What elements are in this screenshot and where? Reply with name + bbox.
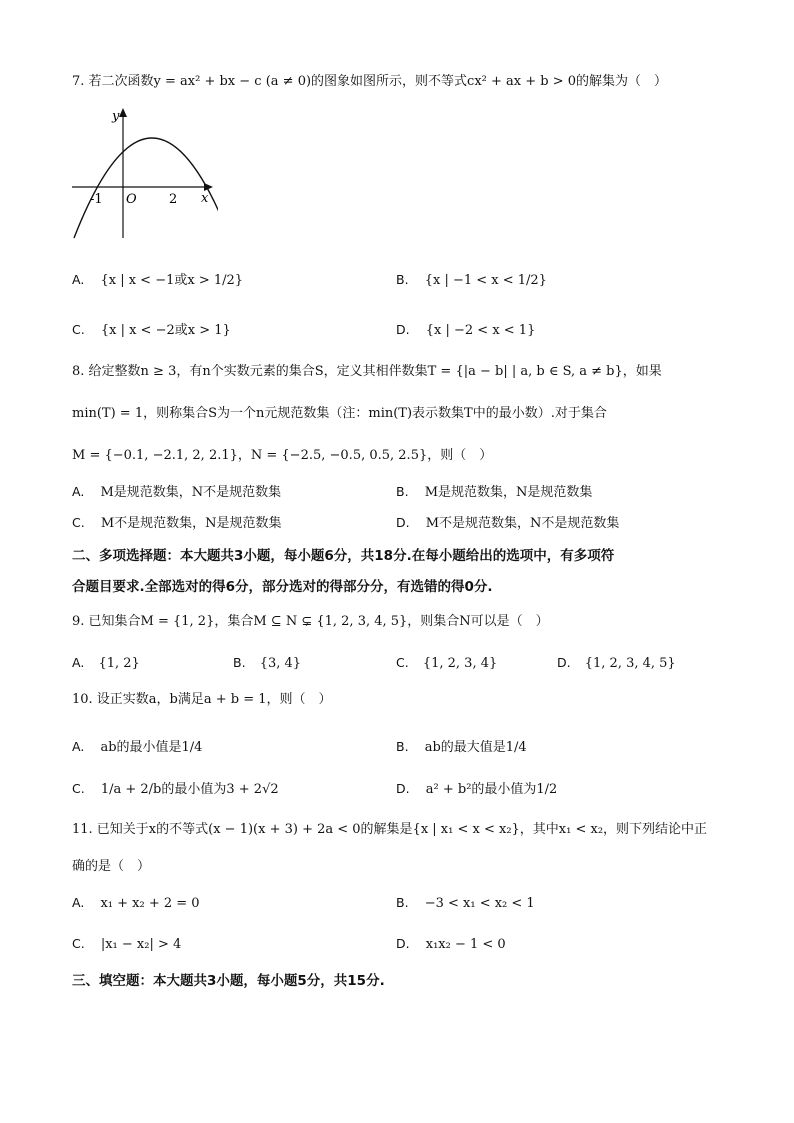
q8-option-c-text: M不是规范数集，N是规范数集	[100, 516, 282, 531]
q7-option-b-label: B.	[396, 272, 409, 287]
q8-option-b	[396, 482, 592, 503]
q10-option-c	[72, 779, 279, 800]
q7-option-b	[396, 270, 547, 291]
q9-option-a-text: {1, 2}	[98, 656, 140, 671]
q10-option-a	[72, 737, 202, 758]
q11-line-1: 11. 已知关于x的不等式(x − 1)(x + 3) + 2a < 0的解集是{x | x₁ < x < x₂}，其中x₁ < x₂，则下列结论中正	[72, 822, 708, 837]
q10-option-d	[396, 779, 557, 800]
q8-option-a-label: A.	[72, 484, 85, 499]
q10-option-b-text: ab的最大值是1/4	[424, 740, 527, 755]
q8-option-c-label: C.	[72, 515, 85, 530]
q7-option-a-label: A.	[72, 272, 85, 287]
q7-parabola-graph	[68, 104, 218, 244]
q7-option-a	[72, 270, 243, 291]
q11-option-c-label: C.	[72, 936, 85, 951]
q11-option-b-label: B.	[396, 895, 409, 910]
q9-option-d-text: {1, 2, 3, 4, 5}	[584, 656, 676, 671]
q9-option-c-text: {1, 2, 3, 4}	[422, 656, 498, 671]
q9-option-a	[72, 653, 140, 674]
q7-option-d-text: {x | −2 < x < 1}	[425, 323, 536, 338]
q11-option-d-label: D.	[396, 936, 410, 951]
q11-option-a-text: x₁ + x₂ + 2 = 0	[100, 896, 200, 911]
q11-option-b-text: −3 < x₁ < x₂ < 1	[424, 896, 535, 911]
q8-option-a-text: M是规范数集，N不是规范数集	[100, 485, 282, 500]
q8-line-3: M = {−0.1, −2.1, 2, 2.1}，N = {−2.5, −0.5, 0.5, 2.5}，则（ ）	[72, 448, 493, 463]
q9-stem: 9. 已知集合M = {1, 2}，集合M ⊆ N ⊊ {1, 2, 3, 4, 5}，则集合N可以是（ ）	[72, 614, 549, 629]
q9-option-b-label: B.	[233, 655, 246, 670]
q7-option-d-label: D.	[396, 322, 410, 337]
q7-option-b-text: {x | −1 < x < 1/2}	[424, 273, 547, 288]
q10-option-d-label: D.	[396, 781, 410, 796]
q9-option-d-label: D.	[557, 655, 571, 670]
q9-option-b	[233, 653, 301, 674]
tick-label-neg1: -1	[90, 192, 103, 207]
q10-option-c-text: 1/a + 2/b的最小值为3 + 2√2	[100, 782, 279, 797]
q8-option-d-label: D.	[396, 515, 410, 530]
q7-option-c-text: {x | x < −2或x > 1}	[100, 323, 231, 338]
q7-stem: 7. 若二次函数y = ax² + bx − c (a ≠ 0)的图象如图所示，则不等式cx² + ax + b > 0的解集为（ ）	[72, 74, 668, 89]
q7-option-a-text: {x | x < −1或x > 1/2}	[100, 273, 244, 288]
q9-option-c	[396, 653, 497, 674]
q8-line-1: 8. 给定整数n ≥ 3，有n个实数元素的集合S，定义其相伴数集T = {|a − b| | a, b ∈ S, a ≠ b}，如果	[72, 364, 662, 379]
parabola-curve	[74, 138, 218, 238]
origin-label: O	[126, 192, 137, 207]
q7-option-d	[396, 320, 535, 341]
q11-line-2: 确的是（ ）	[72, 859, 151, 874]
tick-label-2: 2	[169, 192, 178, 207]
q9-option-b-text: {3, 4}	[259, 656, 302, 671]
q11-option-c	[72, 934, 181, 955]
q10-option-c-label: C.	[72, 781, 85, 796]
section-2-heading-line-1: 二、多项选择题：本大题共3小题，每小题6分，共18分.在每小题给出的选项中，有多项符	[72, 548, 615, 564]
q7-option-c	[72, 320, 231, 341]
q9-option-a-label: A.	[72, 655, 85, 670]
section-3-heading: 三、填空题：本大题共3小题，每小题5分，共15分.	[72, 973, 385, 989]
q9-option-d	[557, 653, 676, 674]
q11-option-d	[396, 934, 506, 955]
q8-option-d	[396, 513, 619, 534]
q11-option-b	[396, 893, 535, 914]
section-2-heading-line-2: 合题目要求.全部选对的得6分，部分选对的得部分分，有选错的得0分.	[72, 579, 493, 595]
q10-option-b	[396, 737, 527, 758]
q11-option-a-label: A.	[72, 895, 85, 910]
q8-option-a	[72, 482, 281, 503]
q10-stem: 10. 设正实数a，b满足a + b = 1，则（ ）	[72, 692, 332, 707]
q11-option-c-text: |x₁ − x₂| > 4	[100, 937, 182, 952]
q11-option-d-text: x₁x₂ − 1 < 0	[425, 937, 506, 952]
q11-option-a	[72, 893, 200, 914]
q10-option-a-text: ab的最小值是1/4	[100, 740, 203, 755]
q8-line-2: min(T) = 1，则称集合S为一个n元规范数集（注：min(T)表示数集T中的最小数）.对于集合	[72, 406, 607, 421]
y-axis-arrow	[119, 108, 127, 117]
q7-option-c-label: C.	[72, 322, 85, 337]
q8-option-c	[72, 513, 282, 534]
q8-option-b-label: B.	[396, 484, 409, 499]
q10-option-d-text: a² + b²的最小值为1/2	[425, 782, 558, 797]
q10-option-a-label: A.	[72, 739, 85, 754]
q10-option-b-label: B.	[396, 739, 409, 754]
q8-option-d-text: M不是规范数集，N不是规范数集	[425, 516, 620, 531]
y-axis-label: y	[112, 109, 120, 124]
x-axis-label: x	[201, 191, 209, 206]
q8-option-b-text: M是规范数集，N是规范数集	[424, 485, 593, 500]
q9-option-c-label: C.	[396, 655, 409, 670]
